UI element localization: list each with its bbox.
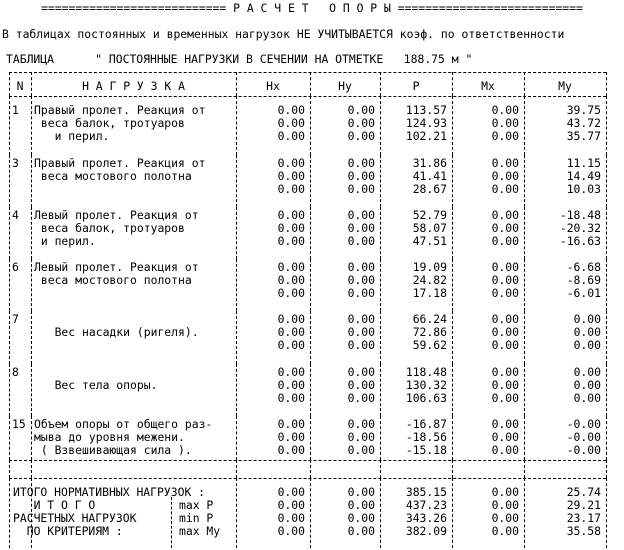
cell-my: -8.69	[566, 273, 601, 287]
cell-hy: 0.00	[347, 182, 375, 196]
totals-my: 25.74	[566, 485, 601, 499]
cell-hy: 0.00	[347, 443, 375, 457]
report-banner: =========================== Р А С Ч Е Т О П О Р Ы ===========================	[41, 2, 583, 15]
cell-hy: 0.00	[347, 156, 375, 170]
cell-my: 0.00	[573, 365, 601, 379]
cell-mx: 0.00	[491, 169, 519, 183]
totals-p: 343.26	[405, 511, 447, 525]
cell-p: 24.82	[412, 273, 447, 287]
row-description: Вес тела опоры.	[34, 378, 158, 392]
cell-my: -6.01	[566, 286, 601, 300]
totals-rule	[9, 478, 606, 479]
totals-hy: 0.00	[347, 511, 375, 525]
row-number: 6	[12, 260, 19, 274]
totals-criterion: min P	[179, 511, 214, 525]
row-5-v1	[31, 364, 32, 416]
cell-my: 14.49	[566, 169, 601, 183]
cell-hx: 0.00	[277, 103, 305, 117]
cell-hx: 0.00	[277, 312, 305, 326]
header-hy: Hy	[338, 79, 352, 93]
row-1-v0	[9, 155, 10, 207]
row-number: 4	[12, 208, 19, 222]
totals-my: 29.21	[566, 498, 601, 512]
totals-hy: 0.00	[347, 524, 375, 538]
cell-my: 0.00	[573, 338, 601, 352]
totals-hx: 0.00	[277, 498, 305, 512]
row-description: веса балок, тротуаров	[34, 116, 185, 130]
gap-v3	[310, 460, 311, 478]
row-description: мыва до уровня межени.	[34, 430, 185, 444]
row-description: ( Взвешивающая сила ).	[34, 443, 192, 457]
cell-mx: 0.00	[491, 221, 519, 235]
header-v7	[606, 72, 607, 96]
totals-p: 385.15	[405, 485, 447, 499]
row-description: веса мостового полотна	[34, 169, 192, 183]
cell-hx: 0.00	[277, 273, 305, 287]
table-caption: ТАБЛИЦА " ПОСТОЯННЫЕ НАГРУЗКИ В СЕЧЕНИИ НА ОТМЕТКЕ 188.75 м "	[6, 52, 473, 66]
cell-mx: 0.00	[491, 365, 519, 379]
cell-hx: 0.00	[277, 169, 305, 183]
row-1-v7	[606, 155, 607, 207]
totals-criterion: max P	[179, 498, 214, 512]
row-4-v0	[9, 311, 10, 364]
cell-hy: 0.00	[347, 365, 375, 379]
cell-hx: 0.00	[277, 430, 305, 444]
row-description: Правый пролет. Реакция от	[34, 103, 206, 117]
gap-v2	[236, 460, 237, 478]
gap-v4	[380, 460, 381, 478]
cell-hy: 0.00	[347, 312, 375, 326]
note-line: В таблицах постоянных и временных нагрузок НЕ УЧИТЫВАЕТСЯ коэф. по ответственности	[2, 27, 565, 41]
row-3-v7	[606, 259, 607, 311]
totals-label: И Т О Г О	[13, 498, 96, 512]
cell-p: 113.57	[405, 103, 447, 117]
cell-my: 39.75	[566, 103, 601, 117]
cell-mx: 0.00	[491, 312, 519, 326]
totals-mx: 0.00	[491, 524, 519, 538]
row-number: 1	[12, 103, 19, 117]
cell-mx: 0.00	[491, 208, 519, 222]
gap-v0	[9, 460, 10, 478]
cell-hy: 0.00	[347, 234, 375, 248]
row-description: Объем опоры от общего раз-	[34, 417, 213, 431]
row-5-v7	[606, 364, 607, 416]
totals-hy: 0.00	[347, 485, 375, 499]
totals-hx: 0.00	[277, 524, 305, 538]
cell-p: 66.24	[412, 312, 447, 326]
cell-p: 41.41	[412, 169, 447, 183]
cell-hy: 0.00	[347, 103, 375, 117]
cell-hy: 0.00	[347, 169, 375, 183]
row-6-v1	[31, 416, 32, 460]
cell-hx: 0.00	[277, 234, 305, 248]
cell-hx: 0.00	[277, 182, 305, 196]
cell-my: 0.00	[573, 391, 601, 405]
header-hx: Hx	[266, 79, 280, 93]
table-top-rule	[9, 72, 606, 73]
row-0-v1	[31, 96, 32, 155]
cell-my: -18.48	[559, 208, 601, 222]
header-load: Н А Г Р У З К А	[82, 79, 185, 93]
totals-mx: 0.00	[491, 498, 519, 512]
row-4-v1	[31, 311, 32, 364]
cell-hy: 0.00	[347, 208, 375, 222]
cell-p: 59.62	[412, 338, 447, 352]
gap-v1	[31, 460, 32, 478]
cell-hx: 0.00	[277, 365, 305, 379]
cell-hx: 0.00	[277, 129, 305, 143]
totals-label: ИТОГО НОРМАТИВНЫХ НАГРУЗОК :	[13, 485, 206, 499]
cell-p: 124.93	[405, 116, 447, 130]
cell-mx: 0.00	[491, 378, 519, 392]
totals-label: ПО КРИТЕРИЯМ :	[13, 524, 123, 538]
totals-label: РАСЧЕТНЫХ НАГРУЗОК	[13, 511, 137, 525]
header-my: My	[558, 79, 572, 93]
cell-my: 0.00	[573, 325, 601, 339]
cell-hy: 0.00	[347, 129, 375, 143]
cell-hy: 0.00	[347, 221, 375, 235]
cell-hy: 0.00	[347, 391, 375, 405]
row-3-v1	[31, 259, 32, 311]
row-4-v7	[606, 311, 607, 364]
row-6-v7	[606, 416, 607, 460]
cell-hy: 0.00	[347, 116, 375, 130]
cell-p: 106.63	[405, 391, 447, 405]
row-description: и перил.	[34, 234, 96, 248]
row-0-v7	[606, 96, 607, 155]
cell-my: 35.77	[566, 129, 601, 143]
row-description: веса мостового полотна	[34, 273, 192, 287]
cell-p: -18.56	[405, 430, 447, 444]
totals-mx: 0.00	[491, 511, 519, 525]
totals-hx: 0.00	[277, 485, 305, 499]
cell-mx: 0.00	[491, 430, 519, 444]
cell-my: 11.15	[566, 156, 601, 170]
row-1-v1	[31, 155, 32, 207]
cell-hy: 0.00	[347, 273, 375, 287]
cell-p: 47.51	[412, 234, 447, 248]
cell-hx: 0.00	[277, 325, 305, 339]
cell-mx: 0.00	[491, 116, 519, 130]
totals-p: 382.09	[405, 524, 447, 538]
row-2-v1	[31, 207, 32, 259]
cell-my: 43.72	[566, 116, 601, 130]
cell-mx: 0.00	[491, 391, 519, 405]
cell-mx: 0.00	[491, 417, 519, 431]
cell-my: 10.03	[566, 182, 601, 196]
totals-v0	[9, 478, 10, 548]
cell-my: -6.68	[566, 260, 601, 274]
row-number: 7	[12, 312, 19, 326]
cell-mx: 0.00	[491, 103, 519, 117]
totals-my: 35.58	[566, 524, 601, 538]
totals-p: 437.23	[405, 498, 447, 512]
header-mx: Mx	[481, 79, 495, 93]
row-0-v0	[9, 96, 10, 155]
cell-hy: 0.00	[347, 286, 375, 300]
totals-v7	[606, 478, 607, 548]
cell-hx: 0.00	[277, 391, 305, 405]
cell-mx: 0.00	[491, 443, 519, 457]
cell-hx: 0.00	[277, 378, 305, 392]
row-description: Вес насадки (ригеля).	[34, 325, 199, 339]
cell-my: -0.00	[566, 430, 601, 444]
cell-p: 118.48	[405, 365, 447, 379]
row-description: и перил.	[34, 129, 110, 143]
row-6-v0	[9, 416, 10, 460]
row-description: веса балок, тротуаров	[34, 221, 185, 235]
totals-hx: 0.00	[277, 511, 305, 525]
cell-my: -0.00	[566, 417, 601, 431]
cell-p: 72.86	[412, 325, 447, 339]
cell-p: 17.18	[412, 286, 447, 300]
cell-mx: 0.00	[491, 325, 519, 339]
cell-mx: 0.00	[491, 338, 519, 352]
cell-hx: 0.00	[277, 260, 305, 274]
cell-hx: 0.00	[277, 116, 305, 130]
row-description: Левый пролет. Реакция от	[34, 260, 199, 274]
header-rule	[9, 96, 606, 97]
cell-hx: 0.00	[277, 417, 305, 431]
cell-hx: 0.00	[277, 338, 305, 352]
cell-p: 52.79	[412, 208, 447, 222]
totals-criterion-separator	[171, 497, 172, 548]
row-description: Левый пролет. Реакция от	[34, 208, 199, 222]
header-p: P	[412, 79, 420, 93]
gap-v7	[606, 460, 607, 478]
gap-v6	[524, 460, 525, 478]
cell-hy: 0.00	[347, 338, 375, 352]
row-number: 3	[12, 156, 19, 170]
cell-mx: 0.00	[491, 156, 519, 170]
body-end-rule	[9, 460, 606, 461]
header-n: N	[16, 79, 24, 93]
cell-p: 102.21	[405, 129, 447, 143]
cell-p: -15.18	[405, 443, 447, 457]
cell-hx: 0.00	[277, 208, 305, 222]
cell-p: 19.09	[412, 260, 447, 274]
cell-p: 28.67	[412, 182, 447, 196]
cell-hx: 0.00	[277, 286, 305, 300]
cell-my: -16.63	[559, 234, 601, 248]
cell-mx: 0.00	[491, 260, 519, 274]
cell-hy: 0.00	[347, 378, 375, 392]
cell-p: 58.07	[412, 221, 447, 235]
cell-hy: 0.00	[347, 325, 375, 339]
cell-my: 0.00	[573, 378, 601, 392]
row-5-v0	[9, 364, 10, 416]
cell-p: 31.86	[412, 156, 447, 170]
cell-hy: 0.00	[347, 417, 375, 431]
cell-mx: 0.00	[491, 286, 519, 300]
row-number: 8	[12, 365, 19, 379]
gap-v5	[452, 460, 453, 478]
cell-hx: 0.00	[277, 443, 305, 457]
cell-hy: 0.00	[347, 430, 375, 444]
totals-criterion: max My	[179, 524, 221, 538]
cell-my: -0.00	[566, 443, 601, 457]
totals-hy: 0.00	[347, 498, 375, 512]
cell-hx: 0.00	[277, 221, 305, 235]
row-2-v0	[9, 207, 10, 259]
totals-mx: 0.00	[491, 485, 519, 499]
row-number: 15	[12, 417, 26, 431]
row-2-v7	[606, 207, 607, 259]
cell-hx: 0.00	[277, 156, 305, 170]
cell-p: -16.87	[405, 417, 447, 431]
totals-my: 23.17	[566, 511, 601, 525]
cell-mx: 0.00	[491, 273, 519, 287]
cell-my: 0.00	[573, 312, 601, 326]
cell-mx: 0.00	[491, 182, 519, 196]
cell-mx: 0.00	[491, 129, 519, 143]
cell-p: 130.32	[405, 378, 447, 392]
row-description: Правый пролет. Реакция от	[34, 156, 206, 170]
row-3-v0	[9, 259, 10, 311]
cell-hy: 0.00	[347, 260, 375, 274]
cell-mx: 0.00	[491, 234, 519, 248]
cell-my: -20.32	[559, 221, 601, 235]
